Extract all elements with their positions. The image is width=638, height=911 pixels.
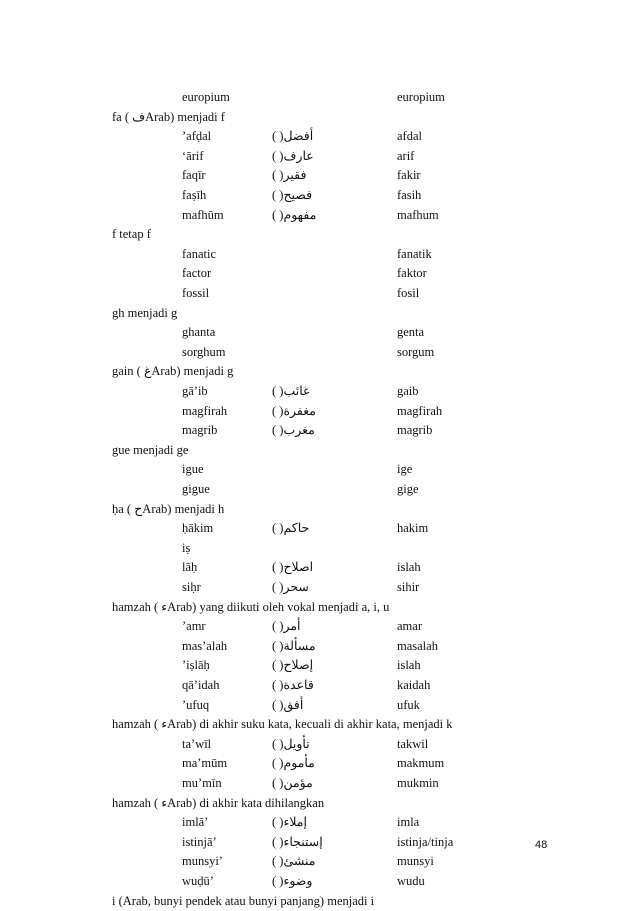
- arabic-term: ( )مسألة: [272, 638, 316, 653]
- source-term: gā’ib: [182, 384, 208, 398]
- rule-heading-text: fa ( فArab) menjadi f: [112, 109, 225, 124]
- example-entry: [0, 636, 638, 656]
- rule-heading-text: f tetap f: [112, 227, 151, 242]
- source-term: ḥākim: [182, 521, 214, 536]
- example-entry: [0, 812, 638, 832]
- source-term: qā’idah: [182, 678, 220, 692]
- indonesian-term: munsyi: [397, 854, 434, 869]
- source-term: ’ufuq: [182, 697, 210, 712]
- indonesian-term: arif: [397, 148, 415, 163]
- rule-heading-text: hamzah ( ءArab) di akhir suku kata, kecuali di akhir kata, menjadi k: [112, 717, 453, 732]
- indonesian-term: mafhum: [397, 207, 439, 222]
- indonesian-term: makmum: [397, 756, 445, 771]
- arabic-term: ( )فصيح: [272, 188, 313, 202]
- source-term: faṣīh: [182, 188, 207, 202]
- example-entry: [0, 263, 638, 283]
- indonesian-term: islah: [397, 560, 421, 575]
- source-term: siḥr: [182, 580, 201, 594]
- rule-heading: [0, 597, 638, 617]
- indonesian-term: sorgum: [397, 344, 435, 359]
- indonesian-term: ufuk: [397, 697, 420, 712]
- source-term: munsyi’: [182, 854, 223, 869]
- source-term: magrib: [182, 423, 218, 438]
- indonesian-term: islah: [397, 658, 421, 673]
- arabic-term: ( )اصلاح: [272, 560, 314, 575]
- arabic-term: ( )مغفرة: [272, 403, 316, 418]
- rule-heading-text: hamzah ( ءArab) yang diikuti oleh vokal menjadi a, i, u: [112, 599, 390, 614]
- source-term: magfirah: [182, 403, 228, 418]
- rule-heading-text: gue menjadi ge: [112, 442, 189, 457]
- indonesian-term: fasih: [397, 188, 422, 202]
- example-entry: [0, 577, 638, 597]
- source-term: wuḍū’: [182, 874, 214, 888]
- example-entry: [0, 401, 638, 421]
- example-entry: [0, 851, 638, 871]
- indonesian-term: takwil: [397, 736, 429, 751]
- arabic-term: ( )عارف: [272, 148, 314, 163]
- source-term: ‘ārif: [182, 148, 204, 163]
- example-entry: [0, 146, 638, 166]
- example-entry: [0, 126, 638, 146]
- arabic-term: ( )إصلاح: [272, 658, 314, 673]
- arabic-term: ( )مغرب: [272, 423, 315, 438]
- indonesian-term: wudu: [397, 874, 425, 888]
- indonesian-term: amar: [397, 619, 422, 634]
- example-entry: [0, 87, 638, 107]
- arabic-term: ( )منشئ: [272, 854, 316, 869]
- example-entry: [0, 322, 638, 342]
- source-term: sorghum: [182, 344, 226, 359]
- rule-heading: [0, 891, 638, 911]
- example-entry: [0, 459, 638, 479]
- example-entry: [0, 205, 638, 225]
- arabic-term: ( )فقير: [272, 168, 307, 183]
- arabic-term: ( )مؤمن: [272, 776, 313, 790]
- indonesian-term: masalah: [397, 638, 438, 653]
- arabic-term: ( )أفق: [272, 697, 304, 712]
- indonesian-term: fosil: [397, 286, 420, 300]
- example-entry: [0, 165, 638, 185]
- arabic-term: ( )حاكم: [272, 521, 310, 536]
- source-term: iṣ: [182, 540, 191, 555]
- source-term: fossil: [182, 286, 210, 300]
- source-term: factor: [182, 266, 212, 281]
- rule-heading: [0, 714, 638, 734]
- source-term: ’iṣlāḥ: [182, 658, 210, 673]
- example-entry: [0, 420, 638, 440]
- rule-heading-text: hamzah ( ءArab) di akhir kata dihilangkan: [112, 795, 325, 810]
- indonesian-term: hakim: [397, 521, 429, 536]
- example-entry: [0, 753, 638, 773]
- arabic-term: ( )سحر: [272, 580, 309, 594]
- arabic-term: ( )إملاء: [272, 815, 307, 830]
- source-term: ma’mūm: [182, 756, 228, 771]
- indonesian-term: magrib: [397, 423, 433, 438]
- indonesian-term: fanatik: [397, 246, 432, 261]
- rule-heading: [0, 440, 638, 460]
- indonesian-term: ige: [397, 462, 413, 477]
- arabic-term: ( )غائب: [272, 384, 310, 398]
- source-term: ’amr: [182, 619, 206, 634]
- example-entry: [0, 773, 638, 793]
- indonesian-term: magfirah: [397, 403, 443, 418]
- source-term: igue: [182, 462, 204, 477]
- indonesian-term: sihir: [397, 580, 420, 594]
- example-entry: [0, 342, 638, 362]
- source-term: mu’mīn: [182, 776, 222, 790]
- example-entry: [0, 557, 638, 577]
- source-term: mas’alah: [182, 638, 228, 653]
- arabic-term: ( )أمر: [272, 619, 301, 634]
- source-term: fanatic: [182, 246, 217, 261]
- example-entry: [0, 479, 638, 499]
- indonesian-term: mukmin: [397, 776, 439, 790]
- example-entry: [0, 695, 638, 715]
- indonesian-term: gaib: [397, 384, 419, 398]
- rule-heading: [0, 224, 638, 244]
- rule-heading: [0, 361, 638, 381]
- rule-heading: [0, 499, 638, 519]
- source-term: gigue: [182, 482, 210, 496]
- example-entry: [0, 871, 638, 891]
- arabic-term: ( )وضوء: [272, 874, 313, 888]
- page-number: 48: [535, 839, 548, 851]
- indonesian-term: genta: [397, 325, 425, 340]
- source-term: ’afḍal: [182, 129, 212, 144]
- rule-heading-text: gh menjadi g: [112, 305, 178, 320]
- arabic-term: ( )مأموم: [272, 756, 315, 771]
- source-term: mafhūm: [182, 207, 224, 222]
- arabic-term: ( )إستنجاء: [272, 834, 323, 849]
- indonesian-term: istinja/tinja: [397, 834, 454, 849]
- example-entry: [0, 655, 638, 675]
- rule-heading: [0, 107, 638, 127]
- indonesian-term: imla: [397, 815, 420, 830]
- example-entry: [0, 675, 638, 695]
- example-entry: [0, 518, 638, 538]
- arabic-term: ( )أفضل: [272, 129, 314, 144]
- source-term: imlā’: [182, 815, 209, 830]
- rule-heading-text: i (Arab, bunyi pendek atau bunyi panjang) menjadi i: [112, 893, 375, 908]
- rule-heading: [0, 793, 638, 813]
- arabic-term: ( )قاعدة: [272, 678, 314, 692]
- example-entry: [0, 185, 638, 205]
- arabic-term: ( )مفهوم: [272, 207, 317, 222]
- rule-heading: [0, 303, 638, 323]
- source-term: ta’wīl: [182, 736, 212, 751]
- example-entry: [0, 244, 638, 264]
- source-term: istinjā’: [182, 834, 217, 849]
- rule-heading-text: ḥa ( حArab) menjadi h: [112, 501, 225, 516]
- example-entry: [0, 381, 638, 401]
- source-term: europium: [182, 90, 230, 104]
- example-entry: [0, 283, 638, 303]
- rule-heading-text: gain ( غArab) menjadi g: [112, 364, 234, 379]
- indonesian-term: europium: [397, 90, 445, 104]
- example-entry: [0, 616, 638, 636]
- example-entry: [0, 734, 638, 754]
- source-term: ghanta: [182, 325, 216, 340]
- indonesian-term: fakir: [397, 168, 421, 183]
- source-term: faqīr: [182, 168, 206, 183]
- arabic-term: ( )تأويل: [272, 736, 310, 751]
- indonesian-term: faktor: [397, 266, 427, 281]
- indonesian-term: kaidah: [397, 678, 431, 692]
- indonesian-term: afdal: [397, 129, 422, 144]
- indonesian-term: gige: [397, 482, 419, 496]
- source-term: lāḥ: [182, 560, 198, 575]
- example-entry: [0, 538, 638, 558]
